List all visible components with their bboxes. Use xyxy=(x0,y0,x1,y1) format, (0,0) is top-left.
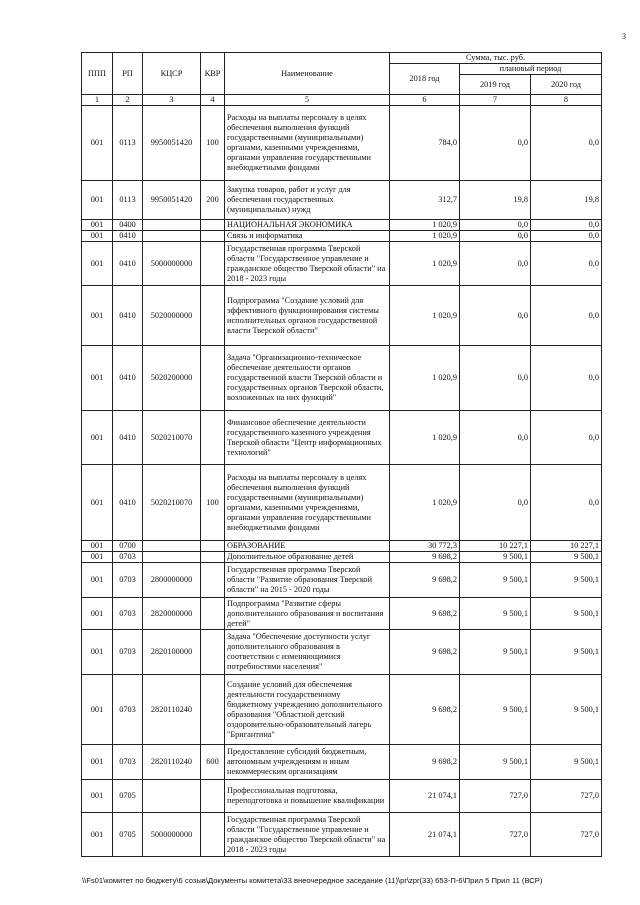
cell-name: Подпрограмма "Развитие сферы дополнительного образования и воспитания детей" xyxy=(225,598,390,630)
header-sum-title: Сумма, тыс. руб. xyxy=(390,53,602,64)
cell-kvr xyxy=(201,780,225,813)
table-row xyxy=(82,286,602,346)
page-number: 3 xyxy=(622,32,626,41)
cell-kcsr xyxy=(143,780,201,813)
cell-amount-2020: 0,0 xyxy=(531,411,602,465)
cell-kvr xyxy=(201,563,225,598)
cell-amount-2018: 21 074,1 xyxy=(390,780,460,813)
cell-amount-2020: 0,0 xyxy=(531,231,602,242)
cell-rp: 0400 xyxy=(113,220,143,231)
cell-amount-2020: 9 500,1 xyxy=(531,563,602,598)
cell-name: Создание условий для обеспечения деятельности государственному бюджетному учреждению дополнительного образования "Областной детский оздоровительно-образовательный лагерь "Бригантина" xyxy=(225,675,390,745)
cell-amount-2019: 0,0 xyxy=(460,346,531,411)
cell-kvr xyxy=(201,552,225,563)
cell-kcsr: 5020200000 xyxy=(143,346,201,411)
cell-ppp: 001 xyxy=(82,630,113,675)
cell-name: Профессиональная подготовка, переподготовка и повышение квалификации xyxy=(225,780,390,813)
table-row xyxy=(82,231,602,242)
cell-amount-2018: 312,7 xyxy=(390,181,460,220)
cell-amount-2018: 1 020,9 xyxy=(390,220,460,231)
cell-amount-2018: 30 772,3 xyxy=(390,541,460,552)
cell-amount-2020: 0,0 xyxy=(531,242,602,286)
cell-kcsr: 5020210070 xyxy=(143,411,201,465)
cell-amount-2019: 727,0 xyxy=(460,780,531,813)
cell-amount-2020: 0,0 xyxy=(531,286,602,346)
header-year-2020: 2020 год xyxy=(531,75,602,95)
cell-ppp: 001 xyxy=(82,745,113,780)
cell-rp: 0703 xyxy=(113,563,143,598)
cell-amount-2018: 9 698,2 xyxy=(390,552,460,563)
cell-kvr: 100 xyxy=(201,465,225,541)
cell-amount-2019: 9 500,1 xyxy=(460,598,531,630)
cell-ppp: 001 xyxy=(82,780,113,813)
cell-ppp: 001 xyxy=(82,563,113,598)
cell-rp: 0703 xyxy=(113,552,143,563)
cell-amount-2018: 1 020,9 xyxy=(390,231,460,242)
header-rp: РП xyxy=(113,53,143,95)
column-number: 5 xyxy=(225,95,390,106)
cell-amount-2019: 9 500,1 xyxy=(460,745,531,780)
cell-amount-2019: 0,0 xyxy=(460,242,531,286)
cell-kcsr: 9950051420 xyxy=(143,181,201,220)
column-number-row xyxy=(82,95,602,106)
cell-rp: 0410 xyxy=(113,231,143,242)
header-kcsr: КЦСР xyxy=(143,53,201,95)
cell-name: Финансовое обеспечение деятельности государственного казенного учреждения Тверской области "Центр информационных технологий" xyxy=(225,411,390,465)
cell-ppp: 001 xyxy=(82,106,113,181)
cell-amount-2020: 9 500,1 xyxy=(531,552,602,563)
column-number: 4 xyxy=(201,95,225,106)
column-number: 2 xyxy=(113,95,143,106)
cell-name: НАЦИОНАЛЬНАЯ ЭКОНОМИКА xyxy=(225,220,390,231)
cell-rp: 0703 xyxy=(113,745,143,780)
cell-amount-2018: 1 020,9 xyxy=(390,346,460,411)
cell-name: Дополнительное образование детей xyxy=(225,552,390,563)
cell-amount-2020: 19,8 xyxy=(531,181,602,220)
cell-kcsr: 2820100000 xyxy=(143,630,201,675)
cell-name: Государственная программа Тверской области "Развитие образования Тверской области" на 2015 - 2020 годы xyxy=(225,563,390,598)
cell-amount-2018: 1 020,9 xyxy=(390,411,460,465)
cell-amount-2018: 784,0 xyxy=(390,106,460,181)
cell-amount-2018: 9 698,2 xyxy=(390,630,460,675)
cell-amount-2019: 0,0 xyxy=(460,411,531,465)
cell-amount-2018: 1 020,9 xyxy=(390,286,460,346)
cell-ppp: 001 xyxy=(82,220,113,231)
cell-amount-2019: 0,0 xyxy=(460,220,531,231)
cell-kvr xyxy=(201,813,225,857)
cell-amount-2020: 0,0 xyxy=(531,106,602,181)
cell-amount-2020: 0,0 xyxy=(531,465,602,541)
cell-rp: 0410 xyxy=(113,346,143,411)
cell-rp: 0113 xyxy=(113,106,143,181)
cell-ppp: 001 xyxy=(82,181,113,220)
table-row xyxy=(82,813,602,857)
cell-name: Закупка товаров, работ и услуг для обеспечения государственных (муниципальных) нужд xyxy=(225,181,390,220)
cell-amount-2020: 9 500,1 xyxy=(531,675,602,745)
cell-kvr xyxy=(201,220,225,231)
header-year-2018: 2018 год xyxy=(390,64,460,95)
cell-name: Задача "Обеспечение доступности услуг дополнительного образования в соответствии с изменяющимися потребностями населения" xyxy=(225,630,390,675)
cell-amount-2020: 727,0 xyxy=(531,780,602,813)
cell-amount-2020: 727,0 xyxy=(531,813,602,857)
cell-kcsr: 2820110240 xyxy=(143,675,201,745)
cell-amount-2020: 9 500,1 xyxy=(531,630,602,675)
table-row xyxy=(82,541,602,552)
cell-amount-2020: 10 227,1 xyxy=(531,541,602,552)
table-row xyxy=(82,411,602,465)
table-row xyxy=(82,745,602,780)
cell-kcsr: 9950051420 xyxy=(143,106,201,181)
cell-rp: 0410 xyxy=(113,465,143,541)
cell-amount-2019: 9 500,1 xyxy=(460,563,531,598)
cell-kvr: 600 xyxy=(201,745,225,780)
cell-ppp: 001 xyxy=(82,465,113,541)
cell-kcsr: 5000000000 xyxy=(143,813,201,857)
header-year-2019: 2019 год xyxy=(460,75,531,95)
cell-name: Задача "Организационно-техническое обеспечение деятельности органов государственной власти Тверской области и государственных органов Тверской области, возложенных на них функций" xyxy=(225,346,390,411)
column-number: 3 xyxy=(143,95,201,106)
cell-kvr xyxy=(201,411,225,465)
cell-name: Государственная программа Тверской области "Государственное управление и гражданское общество Тверской области" на 2018 - 2023 годы xyxy=(225,242,390,286)
cell-kvr xyxy=(201,242,225,286)
cell-ppp: 001 xyxy=(82,598,113,630)
cell-rp: 0410 xyxy=(113,242,143,286)
cell-rp: 0700 xyxy=(113,541,143,552)
budget-table xyxy=(81,52,602,857)
cell-kcsr xyxy=(143,552,201,563)
table-row xyxy=(82,242,602,286)
cell-ppp: 001 xyxy=(82,231,113,242)
cell-rp: 0410 xyxy=(113,286,143,346)
column-number: 1 xyxy=(82,95,113,106)
cell-kcsr: 5020000000 xyxy=(143,286,201,346)
table-row xyxy=(82,675,602,745)
table-row xyxy=(82,346,602,411)
cell-amount-2020: 9 500,1 xyxy=(531,598,602,630)
column-number: 7 xyxy=(460,95,531,106)
cell-name: Расходы на выплаты персоналу в целях обеспечения выполнения функций государственными (муниципальными) органами, казенными учреждениями, органами управления государственными внебюджетными фондами xyxy=(225,106,390,181)
cell-name: ОБРАЗОВАНИЕ xyxy=(225,541,390,552)
cell-kvr: 200 xyxy=(201,181,225,220)
cell-name: Предоставление субсидий бюджетным, автономным учреждениям и иным некоммерческим организациям xyxy=(225,745,390,780)
cell-kcsr: 2820000000 xyxy=(143,598,201,630)
header-kvr: КВР xyxy=(201,53,225,95)
cell-kvr: 100 xyxy=(201,106,225,181)
column-number: 8 xyxy=(531,95,602,106)
cell-amount-2018: 9 698,2 xyxy=(390,563,460,598)
cell-name: Государственная программа Тверской области "Государственное управление и гражданское общество Тверской области" на 2018 - 2023 годы xyxy=(225,813,390,857)
cell-amount-2020: 9 500,1 xyxy=(531,745,602,780)
table-row xyxy=(82,780,602,813)
table-row xyxy=(82,552,602,563)
cell-rp: 0703 xyxy=(113,675,143,745)
cell-kvr xyxy=(201,598,225,630)
cell-amount-2019: 9 500,1 xyxy=(460,630,531,675)
cell-rp: 0703 xyxy=(113,630,143,675)
cell-rp: 0703 xyxy=(113,598,143,630)
cell-rp: 0705 xyxy=(113,780,143,813)
cell-ppp: 001 xyxy=(82,286,113,346)
table-row xyxy=(82,220,602,231)
cell-kvr xyxy=(201,630,225,675)
table-row xyxy=(82,465,602,541)
cell-name: Подпрограмма "Создание условий для эффективного функционирования системы исполнительных органов государственной власти Тверской области" xyxy=(225,286,390,346)
cell-amount-2018: 9 698,2 xyxy=(390,598,460,630)
cell-amount-2020: 0,0 xyxy=(531,220,602,231)
table-row xyxy=(82,630,602,675)
cell-amount-2019: 0,0 xyxy=(460,465,531,541)
header-name: Наименование xyxy=(225,53,390,95)
cell-amount-2018: 9 698,2 xyxy=(390,675,460,745)
cell-kcsr: 5020210070 xyxy=(143,465,201,541)
cell-amount-2018: 21 074,1 xyxy=(390,813,460,857)
header-ppp: ППП xyxy=(82,53,113,95)
cell-rp: 0113 xyxy=(113,181,143,220)
cell-kcsr xyxy=(143,231,201,242)
cell-rp: 0705 xyxy=(113,813,143,857)
cell-amount-2018: 1 020,9 xyxy=(390,242,460,286)
table-row xyxy=(82,106,602,181)
cell-kcsr xyxy=(143,220,201,231)
cell-amount-2019: 19,8 xyxy=(460,181,531,220)
cell-kcsr: 2820110240 xyxy=(143,745,201,780)
cell-ppp: 001 xyxy=(82,242,113,286)
cell-amount-2019: 9 500,1 xyxy=(460,552,531,563)
cell-kvr xyxy=(201,286,225,346)
header-plan-period: плановый период xyxy=(460,64,602,75)
cell-amount-2019: 9 500,1 xyxy=(460,675,531,745)
cell-rp: 0410 xyxy=(113,411,143,465)
cell-amount-2019: 0,0 xyxy=(460,106,531,181)
cell-amount-2019: 727,0 xyxy=(460,813,531,857)
cell-amount-2019: 0,0 xyxy=(460,286,531,346)
file-path-footer: \\Fs01\комитет по бюджету\6 созыв\Документы комитета\33 внеочередное заседание (11)\pr\zpr(33) 653-П-6\Прил 5 Прил 11 (ВСР) xyxy=(82,876,543,885)
table-row xyxy=(82,181,602,220)
cell-kcsr: 5000000000 xyxy=(143,242,201,286)
cell-name: Связь и информатика xyxy=(225,231,390,242)
cell-amount-2018: 9 698,2 xyxy=(390,745,460,780)
cell-kcsr xyxy=(143,541,201,552)
table-row xyxy=(82,598,602,630)
cell-kvr xyxy=(201,541,225,552)
cell-kcsr: 2800000000 xyxy=(143,563,201,598)
cell-kvr xyxy=(201,675,225,745)
table-row xyxy=(82,563,602,598)
cell-ppp: 001 xyxy=(82,675,113,745)
cell-ppp: 001 xyxy=(82,541,113,552)
cell-amount-2018: 1 020,9 xyxy=(390,465,460,541)
cell-ppp: 001 xyxy=(82,552,113,563)
cell-amount-2019: 10 227,1 xyxy=(460,541,531,552)
cell-ppp: 001 xyxy=(82,346,113,411)
cell-name: Расходы на выплаты персоналу в целях обеспечения выполнения функций государственными (муниципальными) органами, казенными учреждениями, органами управления государственными внебюджетными фондами xyxy=(225,465,390,541)
cell-ppp: 001 xyxy=(82,411,113,465)
cell-kvr xyxy=(201,346,225,411)
cell-amount-2019: 0,0 xyxy=(460,231,531,242)
column-number: 6 xyxy=(390,95,460,106)
cell-ppp: 001 xyxy=(82,813,113,857)
cell-kvr xyxy=(201,231,225,242)
cell-amount-2020: 0,0 xyxy=(531,346,602,411)
